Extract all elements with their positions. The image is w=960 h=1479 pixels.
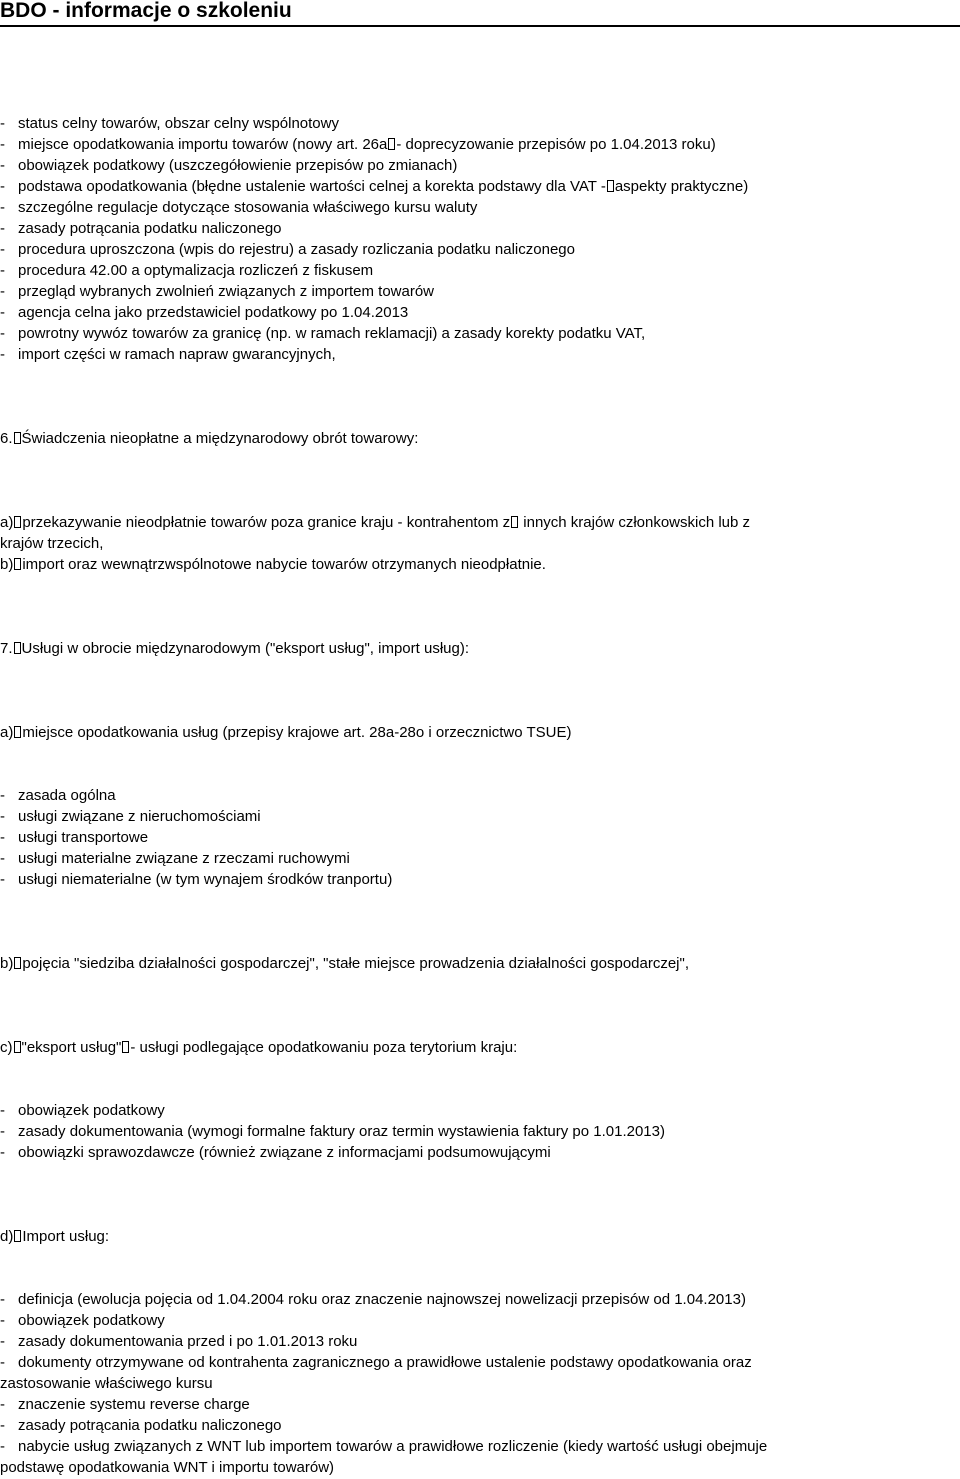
list-item: - dokumenty otrzymywane od kontrahenta zagranicznego a prawidłowe ustalenie podstawy opodatkowania oraz: [0, 1352, 960, 1373]
list-item: - miejsce opodatkowania importu towarów (nowy art. 26a - doprecyzowanie przepisów po 1.04.2013 roku): [0, 134, 960, 155]
list-item: - znaczenie systemu reverse charge: [0, 1394, 960, 1415]
list-item: - zasady dokumentowania przed i po 1.01.2013 roku: [0, 1331, 960, 1352]
list-item-continued: zastosowanie właściwego kursu: [0, 1375, 213, 1392]
section-6-item-a: a) przekazywanie nieodpłatnie towarów poza granice kraju - kontrahentom z innych krajów członkowskich lub z: [0, 514, 751, 531]
list-item: - obowiązki sprawozdawcze (również związane z informacjami podsumowującymi: [0, 1142, 960, 1163]
list-item: - procedura 42.00 a optymalizacja rozliczeń z fiskusem: [0, 260, 960, 281]
page-title: BDO - informacje o szkoleniu: [0, 0, 292, 22]
missing-glyph-icon: [14, 1041, 21, 1053]
section-7-item-a: a) miejsce opodatkowania usług (przepisy krajowe art. 28a-28o i orzecznictwo TSUE): [0, 724, 572, 741]
list-item: - usługi transportowe: [0, 827, 960, 848]
missing-glyph-icon: [14, 432, 21, 444]
missing-glyph-icon: [122, 1041, 129, 1053]
missing-glyph-icon: [511, 516, 518, 528]
list-item: - usługi niematerialne (w tym wynajem środków tranportu): [0, 869, 960, 890]
list-item: - zasada ogólna: [0, 785, 960, 806]
list-item: - procedura uproszczona (wpis do rejestru) a zasady rozliczania podatku naliczonego: [0, 239, 960, 260]
title-divider: [0, 25, 960, 27]
section-7-c-list: [0, 1100, 960, 1163]
list-item: - usługi związane z nieruchomościami: [0, 806, 960, 827]
missing-glyph-icon: [14, 642, 21, 654]
document-body: [0, 113, 960, 1478]
list-item: - przegląd wybranych zwolnień związanych z importem towarów: [0, 281, 960, 302]
missing-glyph-icon: [388, 138, 395, 150]
list-item: - nabycie usług związanych z WNT lub importem towarów a prawidłowe rozliczenie (kiedy wartość usługi obejmuje: [0, 1436, 960, 1457]
intro-list: [0, 113, 960, 365]
list-item: - definicja (ewolucja pojęcia od 1.04.2004 roku oraz znaczenie najnowszej nowelizacji przepisów od 1.04.2013): [0, 1289, 960, 1310]
list-item: - powrotny wywóz towarów za granicę (np. w ramach reklamacji) a zasady korekty podatku VAT,: [0, 323, 960, 344]
list-item: - podstawa opodatkowania (błędne ustalenie wartości celnej a korekta podstawy dla VAT - aspekty praktyczne): [0, 176, 960, 197]
missing-glyph-icon: [14, 726, 21, 738]
missing-glyph-icon: [14, 516, 21, 528]
list-item: - zasady potrącania podatku naliczonego: [0, 1415, 960, 1436]
list-item: - import części w ramach napraw gwarancyjnych,: [0, 344, 960, 365]
section-6-heading: 6. Świadczenia nieopłatne a międzynarodowy obrót towarowy:: [0, 430, 419, 447]
section-6-item-b: b) import oraz wewnątrzwspólnotowe nabycie towarów otrzymanych nieodpłatnie.: [0, 556, 546, 573]
list-item: - szczególne regulacje dotyczące stosowania właściwego kursu waluty: [0, 197, 960, 218]
list-item: - obowiązek podatkowy: [0, 1100, 960, 1121]
list-item: - obowiązek podatkowy (uszczegółowienie przepisów po zmianach): [0, 155, 960, 176]
list-item: - usługi materialne związane z rzeczami ruchowymi: [0, 848, 960, 869]
section-7-item-d: d) Import usług:: [0, 1228, 110, 1245]
missing-glyph-icon: [14, 957, 21, 969]
section-7-d-list: [0, 1289, 960, 1478]
missing-glyph-icon: [607, 180, 614, 192]
section-7-item-b: b) pojęcia "siedziba działalności gospodarczej", "stałe miejsce prowadzenia działalności gospodarczej",: [0, 955, 690, 972]
list-item: - status celny towarów, obszar celny wspólnotowy: [0, 113, 960, 134]
list-item: - zasady dokumentowania (wymogi formalne faktury oraz termin wystawienia faktury po 1.01.2013): [0, 1121, 960, 1142]
missing-glyph-icon: [14, 1230, 21, 1242]
list-item: - obowiązek podatkowy: [0, 1310, 960, 1331]
list-item: - zasady potrącania podatku naliczonego: [0, 218, 960, 239]
section-7-a-list: [0, 785, 960, 890]
section-6-item-a-continued: krajów trzecich,: [0, 535, 104, 552]
section-7-heading: 7. Usługi w obrocie międzynarodowym ("eksport usług", import usług):: [0, 640, 470, 657]
missing-glyph-icon: [14, 558, 21, 570]
section-7-item-c: c) "eksport usług" - usługi podlegające opodatkowaniu poza terytorium kraju:: [0, 1039, 518, 1056]
list-item: - agencja celna jako przedstawiciel podatkowy po 1.04.2013: [0, 302, 960, 323]
list-item-continued: podstawę opodatkowania WNT i importu towarów): [0, 1459, 335, 1476]
